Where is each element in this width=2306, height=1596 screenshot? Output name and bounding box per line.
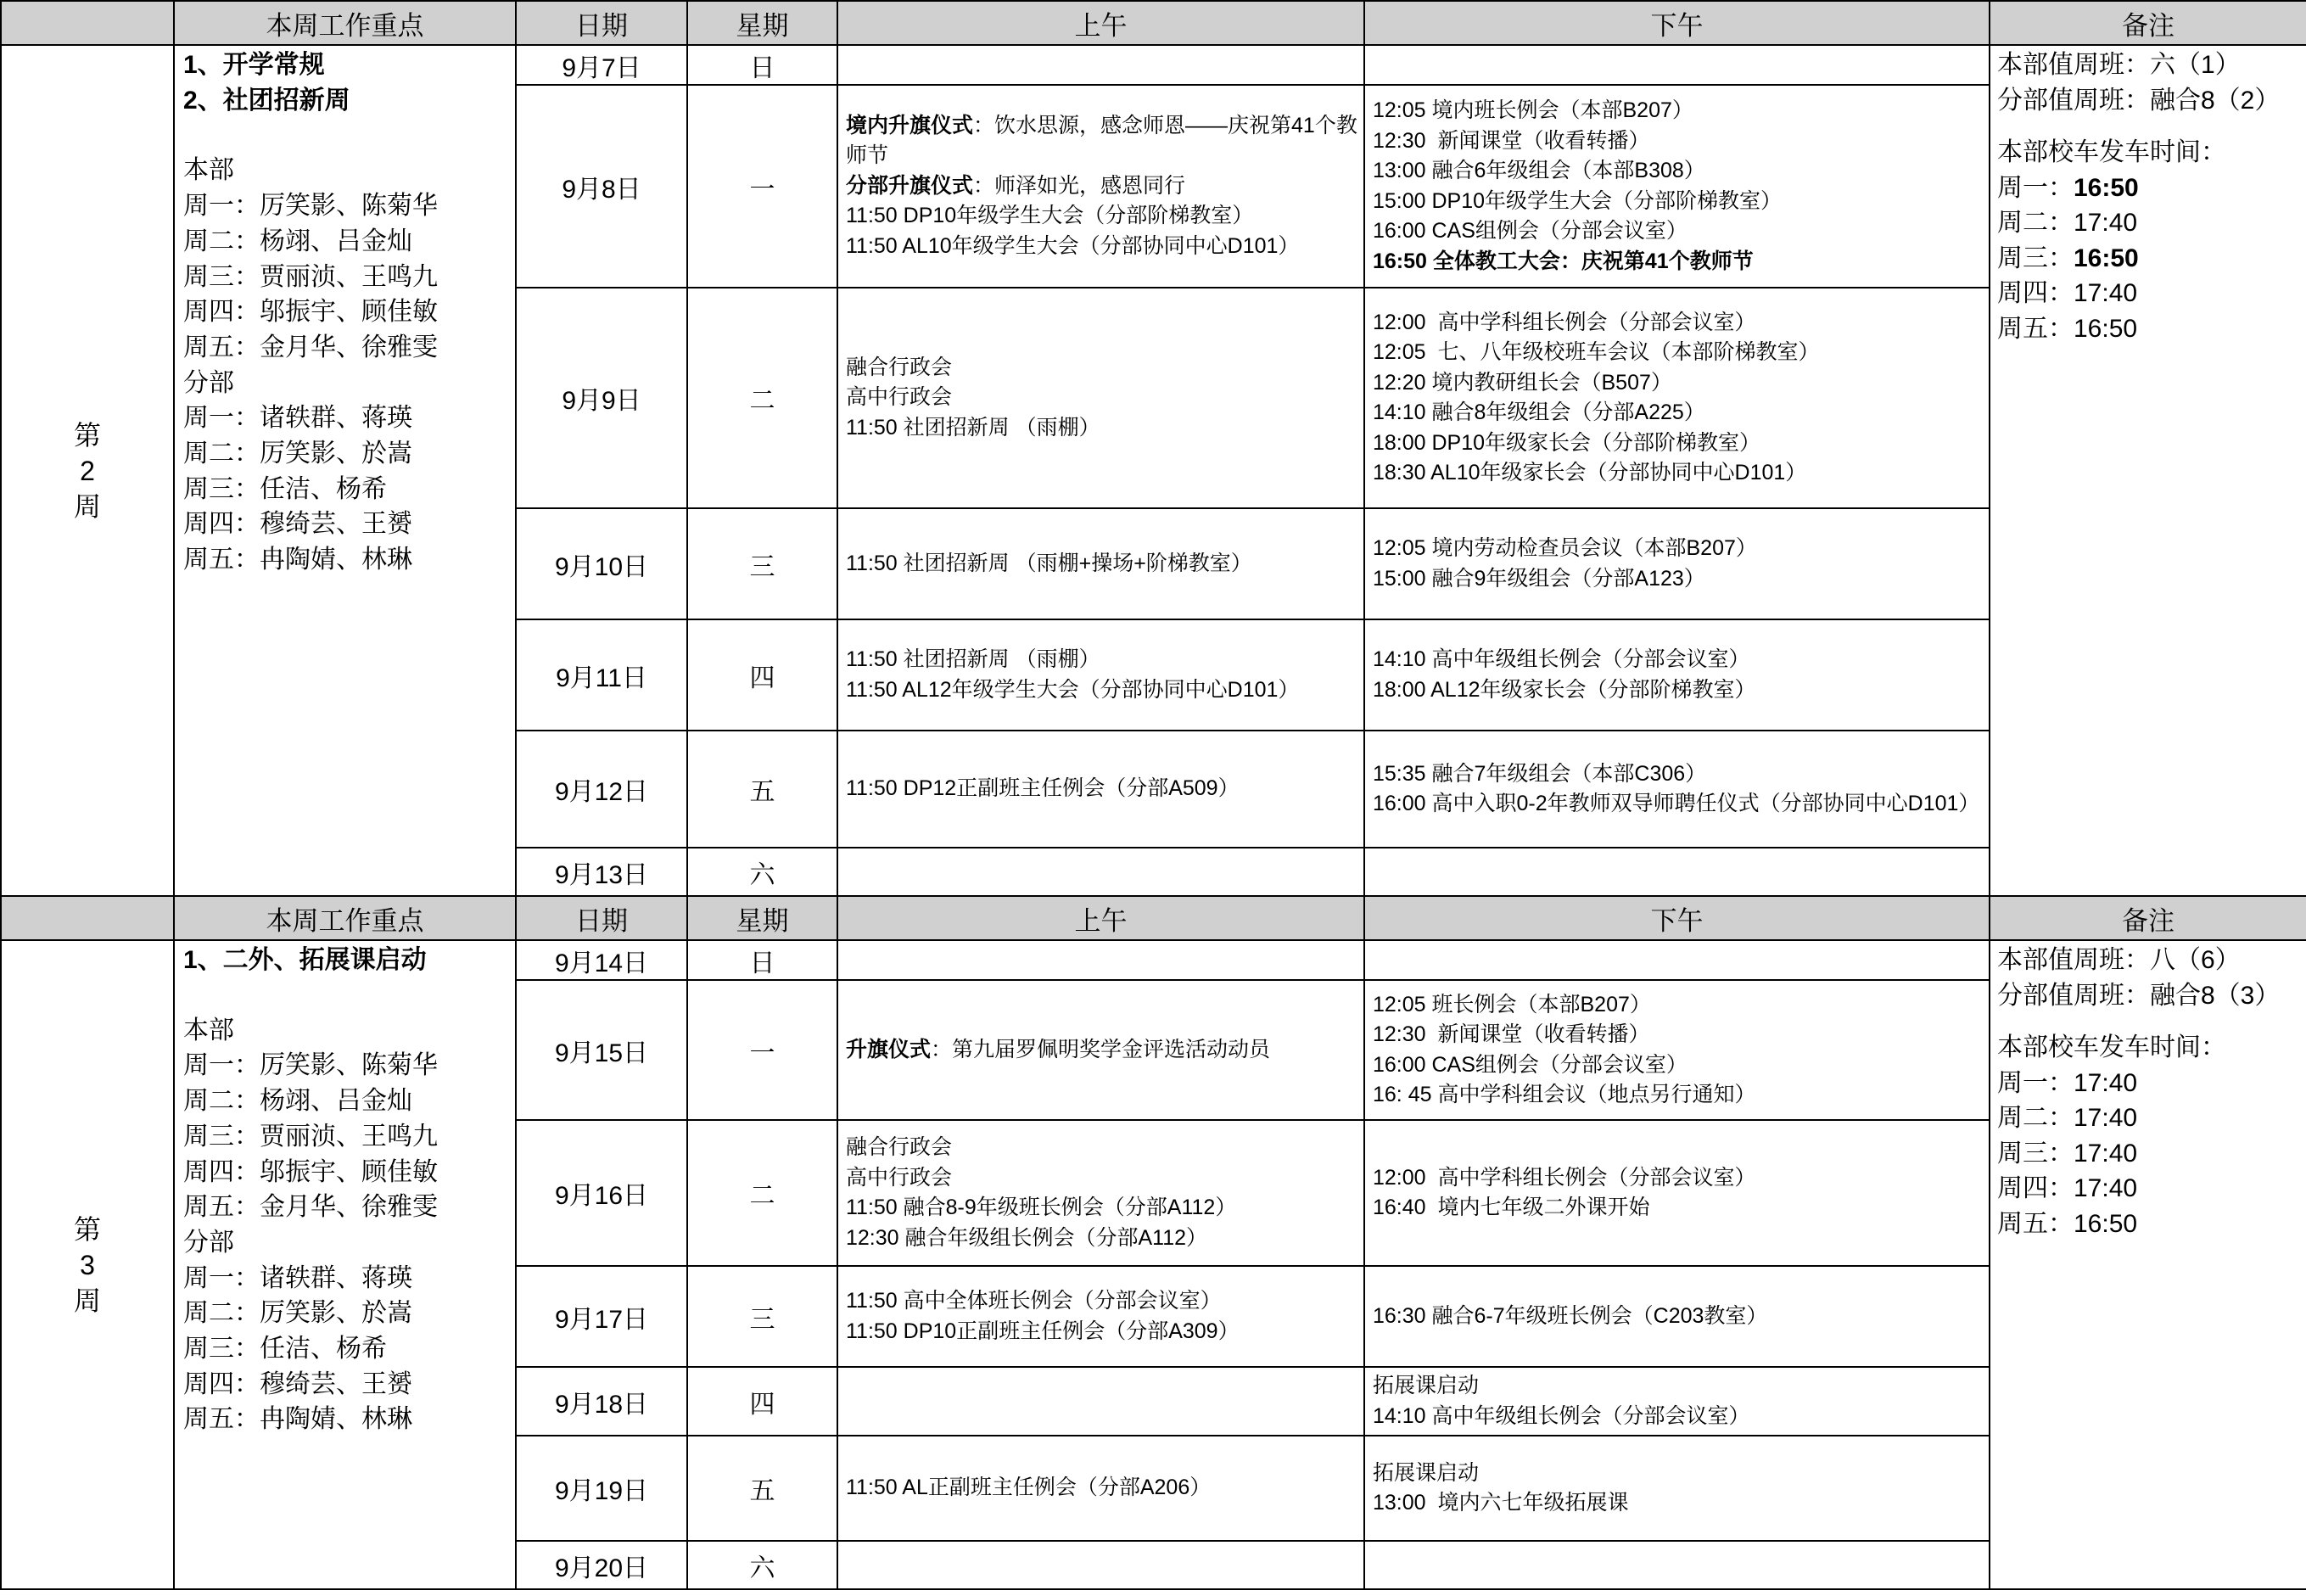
pm-cell	[1364, 731, 1990, 848]
bus-line: 周一：17:40	[1997, 1068, 2138, 1097]
bus-time: 17:40	[2074, 279, 2138, 307]
am-cell	[837, 848, 1364, 896]
header-am: 上午	[837, 896, 1364, 940]
event-line: 16:00 CAS组例会（分部会议室）	[1373, 1052, 1688, 1077]
header-note: 备注	[1990, 896, 2306, 940]
week-label-char: 2	[80, 455, 95, 486]
focus-item-bold: 1、开学常规	[183, 51, 325, 79]
event-line: 分部升旗仪式：师泽如光，感恩同行	[846, 173, 1186, 198]
focus-item	[183, 943, 515, 978]
bus-title: 本部校车发车时间：	[1997, 1033, 2226, 1061]
weekday-cell: 日	[687, 940, 837, 980]
duty-line: 周三：贾丽浈、王鸣九	[183, 262, 438, 291]
event-line: 升旗仪式：第九届罗佩明奖学金评选活动动员	[846, 1037, 1271, 1061]
bus-time: 17:40	[2074, 1068, 2138, 1097]
event-line: 高中行政会	[846, 385, 953, 410]
event-line: 11:50 DP10年级学生大会（分部阶梯教室）	[846, 204, 1254, 228]
event-line: 12:05 班长例会（本部B207）	[1373, 992, 1651, 1016]
event-line: 16:30 融合6-7年级班长例会（C203教室）	[1373, 1303, 1768, 1328]
focus-gap	[183, 978, 515, 1013]
header-pm: 下午	[1364, 896, 1990, 940]
duty-line: 周四：邬振宇、顾佳敏	[183, 1157, 438, 1186]
week-label	[1, 940, 174, 1589]
pm-cell	[1364, 1120, 1990, 1266]
duty-line: 周五：金月华、徐雅雯	[183, 333, 438, 361]
pm-cell	[1364, 288, 1990, 508]
am-cell	[837, 619, 1364, 731]
bus-time: 17:40	[2074, 1104, 2138, 1132]
weekday-cell: 二	[687, 288, 837, 508]
event-line: 14:10 高中年级组长例会（分部会议室）	[1373, 647, 1750, 671]
duty-line: 周五：金月华、徐雅雯	[183, 1193, 438, 1222]
notes-cell	[1990, 940, 2306, 1589]
header-row	[1, 896, 2306, 940]
event-line: 15:00 DP10年级学生大会（分部阶梯教室）	[1373, 188, 1783, 213]
duty-line: 分部	[183, 368, 234, 397]
duty-line: 周二：杨翊、吕金灿	[183, 1087, 412, 1116]
weekday-cell: 四	[687, 619, 837, 731]
pm-cell	[1364, 940, 1990, 980]
am-cell	[837, 980, 1364, 1120]
header-weekday: 星期	[687, 1, 837, 45]
duty-branch: 分部值周班：融合8（3）	[1997, 981, 2281, 1010]
pm-cell	[1364, 1541, 1990, 1589]
weekday-cell: 日	[687, 45, 837, 85]
day-row	[1, 45, 2306, 85]
duty-line: 本部	[183, 1016, 234, 1044]
pm-cell	[1364, 1367, 1990, 1436]
notes-gap	[1997, 118, 2306, 135]
event-line: 14:10 高中年级组长例会（分部会议室）	[1373, 1403, 1750, 1428]
bus-time: 16:50	[2074, 314, 2138, 343]
header-blank	[1, 896, 174, 940]
bus-line: 周一：16:50	[1997, 173, 2139, 202]
weekday-cell: 一	[687, 980, 837, 1120]
event-line: 12:30 新闻课堂（收看转播）	[1373, 1022, 1650, 1046]
bus-line: 周五：16:50	[1997, 1209, 2138, 1238]
bus-line: 周二：17:40	[1997, 209, 2138, 237]
header-date: 日期	[516, 896, 687, 940]
event-line: 11:50 高中全体班长例会（分部会议室）	[846, 1289, 1222, 1313]
bus-time: 17:40	[2074, 1174, 2138, 1202]
notes-cell	[1990, 45, 2306, 896]
duty-line: 周一：诸轶群、蒋瑛	[183, 1263, 412, 1292]
event-line: 16:40 境内七年级二外课开始	[1373, 1196, 1650, 1219]
weekday-cell: 五	[687, 1436, 837, 1541]
duty-line: 周二：厉笑影、於嵩	[183, 440, 412, 468]
week-label-char: 第	[73, 419, 101, 451]
event-line: 11:50 AL正副班主任例会（分部A206）	[846, 1476, 1212, 1500]
event-line: 高中行政会	[846, 1165, 953, 1190]
am-cell	[837, 1436, 1364, 1541]
am-cell	[837, 85, 1364, 288]
bus-line: 周四：17:40	[1997, 1174, 2138, 1202]
pm-cell	[1364, 508, 1990, 619]
event-line: 12:30 融合年级组长例会（分部A112）	[846, 1225, 1208, 1250]
event-line	[1373, 247, 1989, 277]
duty-line: 周二：杨翊、吕金灿	[183, 227, 412, 255]
notes-gap	[1997, 1013, 2306, 1030]
duty-line: 周五：冉陶婧、林琳	[183, 546, 412, 574]
header-date: 日期	[516, 1, 687, 45]
duty-line: 周三：任洁、杨希	[183, 474, 387, 503]
event-bold: 升旗仪式	[846, 1037, 932, 1061]
event-line: 18:30 AL10年级家长会（分部协同中心D101）	[1373, 461, 1807, 484]
event-line: 18:00 DP10年级家长会（分部阶梯教室）	[1373, 430, 1761, 455]
weekday-cell: 四	[687, 1367, 837, 1436]
date-cell: 9月16日	[516, 1120, 687, 1266]
focus-item-bold: 1、二外、拓展课启动	[183, 946, 427, 974]
weekday-cell: 三	[687, 508, 837, 619]
bus-line: 周二：17:40	[1997, 1104, 2138, 1132]
header-note: 备注	[1990, 1, 2306, 45]
duty-line: 周一：厉笑影、陈菊华	[183, 1051, 438, 1080]
am-cell	[837, 1367, 1364, 1436]
duty-main: 本部值周班：六（1）	[1997, 51, 2241, 79]
am-cell	[837, 1120, 1364, 1266]
am-cell	[837, 45, 1364, 85]
event-line: 11:50 社团招新周 （雨棚+操场+阶梯教室）	[846, 551, 1252, 575]
week-label-char: 第	[73, 1213, 101, 1245]
event-line: 11:50 DP10正副班主任例会（分部A309）	[846, 1319, 1240, 1343]
date-cell: 9月8日	[516, 85, 687, 288]
focus-gap	[183, 118, 515, 153]
event-line: 11:50 AL12年级学生大会（分部协同中心D101）	[846, 677, 1300, 702]
focus-item-bold: 2、社团招新周	[183, 86, 350, 115]
duty-line: 周五：冉陶婧、林琳	[183, 1405, 412, 1434]
am-cell	[837, 940, 1364, 980]
event-line: 16:00 CAS组例会（分部会议室）	[1373, 219, 1688, 243]
day-row	[1, 940, 2306, 980]
header-focus: 本周工作重点	[174, 896, 516, 940]
event-line: 拓展课启动	[1373, 1374, 1480, 1397]
date-cell: 9月14日	[516, 940, 687, 980]
event-line: 16:00 高中入职0-2年教师双导师聘任仪式（分部协同中心D101）	[1373, 792, 1980, 815]
bus-time: 17:40	[2074, 209, 2138, 237]
weekday-cell: 六	[687, 1541, 837, 1589]
week-label-char: 周	[73, 1285, 101, 1316]
header-focus: 本周工作重点	[174, 1, 516, 45]
event-line: 12:05 七、八年级校班车会议（本部阶梯教室）	[1373, 340, 1820, 364]
date-cell: 9月17日	[516, 1266, 687, 1367]
event-line: 13:00 境内六七年级拓展课	[1373, 1491, 1629, 1515]
duty-line: 周一：诸轶群、蒋瑛	[183, 404, 412, 433]
event-line: 11:50 AL10年级学生大会（分部协同中心D101）	[846, 233, 1300, 258]
event-line: 13:00 融合6年级组会（本部B308）	[1373, 159, 1705, 182]
event-line: 16: 45 高中学科组会议（地点另行通知）	[1373, 1083, 1756, 1106]
bus-time: 16:50	[2074, 1209, 2138, 1238]
week-focus	[174, 45, 516, 896]
event-line: 12:30 新闻课堂（收看转播）	[1373, 128, 1650, 153]
duty-branch: 分部值周班：融合8（2）	[1997, 86, 2281, 115]
bus-time: 16:50	[2074, 244, 2139, 272]
am-cell	[837, 288, 1364, 508]
focus-item	[183, 83, 515, 119]
week-focus	[174, 940, 516, 1589]
date-cell: 9月10日	[516, 508, 687, 619]
am-cell	[837, 508, 1364, 619]
event-line: 12:05 境内班长例会（本部B207）	[1373, 98, 1693, 122]
date-cell: 9月7日	[516, 45, 687, 85]
bus-line: 周三：17:40	[1997, 1139, 2138, 1168]
event-line: 融合行政会	[846, 355, 953, 379]
duty-line: 周四：邬振宇、顾佳敏	[183, 298, 438, 327]
event-line: 11:50 社团招新周 （雨棚）	[846, 415, 1100, 440]
event-line: 14:10 融合8年级组会（分部A225）	[1373, 400, 1705, 424]
weekday-cell: 五	[687, 731, 837, 848]
week-label-char: 周	[73, 490, 101, 522]
duty-line: 周四：穆绮芸、王赟	[183, 510, 412, 539]
week-label	[1, 45, 174, 896]
pm-cell	[1364, 848, 1990, 896]
date-cell: 9月20日	[516, 1541, 687, 1589]
event-line: 12:00 高中学科组长例会（分部会议室）	[1373, 1165, 1756, 1190]
header-am: 上午	[837, 1, 1364, 45]
duty-line: 周一：厉笑影、陈菊华	[183, 192, 438, 221]
duty-line: 周二：厉笑影、於嵩	[183, 1299, 412, 1328]
event-bold: 分部升旗仪式	[846, 173, 974, 198]
event-line: 12:05 境内劳动检查员会议（本部B207）	[1373, 536, 1757, 560]
am-cell	[837, 731, 1364, 848]
am-cell	[837, 1541, 1364, 1589]
am-cell	[837, 1266, 1364, 1367]
weekday-cell: 六	[687, 848, 837, 896]
date-cell: 9月11日	[516, 619, 687, 731]
pm-cell	[1364, 1436, 1990, 1541]
event-bold: 境内升旗仪式	[846, 113, 974, 137]
duty-line: 本部	[183, 156, 234, 185]
event-line: 15:00 融合9年级组会（分部A123）	[1373, 566, 1705, 591]
event-line: 11:50 融合8-9年级班长例会（分部A112）	[846, 1196, 1237, 1219]
date-cell: 9月12日	[516, 731, 687, 848]
pm-cell	[1364, 980, 1990, 1120]
event-line: 15:35 融合7年级组会（本部C306）	[1373, 761, 1707, 786]
event-line: 12:20 境内教研组长会（B507）	[1373, 370, 1672, 395]
week-label-char: 3	[80, 1249, 95, 1280]
focus-item	[183, 48, 515, 83]
pm-cell	[1364, 1266, 1990, 1367]
bus-line: 周四：17:40	[1997, 279, 2138, 307]
event-line: 融合行政会	[846, 1135, 953, 1159]
pm-cell	[1364, 619, 1990, 731]
event-line: 18:00 AL12年级家长会（分部阶梯教室）	[1373, 677, 1756, 702]
duty-line: 周三：任洁、杨希	[183, 1335, 387, 1364]
pm-cell	[1364, 45, 1990, 85]
header-blank	[1, 1, 174, 45]
pm-cell	[1364, 85, 1990, 288]
date-cell: 9月9日	[516, 288, 687, 508]
duty-line: 周三：贾丽浈、王鸣九	[183, 1122, 438, 1151]
header-row	[1, 1, 2306, 45]
event-line: 拓展课启动	[1373, 1460, 1480, 1485]
bus-title: 本部校车发车时间：	[1997, 138, 2226, 166]
bus-time: 17:40	[2074, 1139, 2138, 1168]
date-cell: 9月18日	[516, 1367, 687, 1436]
weekday-cell: 一	[687, 85, 837, 288]
bus-line: 周三：16:50	[1997, 244, 2139, 272]
duty-line: 分部	[183, 1228, 234, 1257]
bus-time: 16:50	[2074, 173, 2139, 202]
header-weekday: 星期	[687, 896, 837, 940]
header-pm: 下午	[1364, 1, 1990, 45]
weekday-cell: 三	[687, 1266, 837, 1367]
date-cell: 9月15日	[516, 980, 687, 1120]
event-bold: 16:50 全体教工大会：庆祝第41个教师节	[1373, 249, 1754, 273]
event-line: 11:50 社团招新周 （雨棚）	[846, 647, 1100, 671]
weekday-cell: 二	[687, 1120, 837, 1266]
event-line: 12:00 高中学科组长例会（分部会议室）	[1373, 310, 1756, 334]
duty-main: 本部值周班：八（6）	[1997, 946, 2241, 974]
date-cell: 9月19日	[516, 1436, 687, 1541]
duty-line: 周四：穆绮芸、王赟	[183, 1369, 412, 1398]
event-line: 11:50 DP12正副班主任例会（分部A509）	[846, 776, 1240, 801]
event-line: 境内升旗仪式：饮水思源，感念师恩——庆祝第41个教师节	[846, 113, 1357, 168]
date-cell: 9月13日	[516, 848, 687, 896]
bus-line: 周五：16:50	[1997, 314, 2138, 343]
